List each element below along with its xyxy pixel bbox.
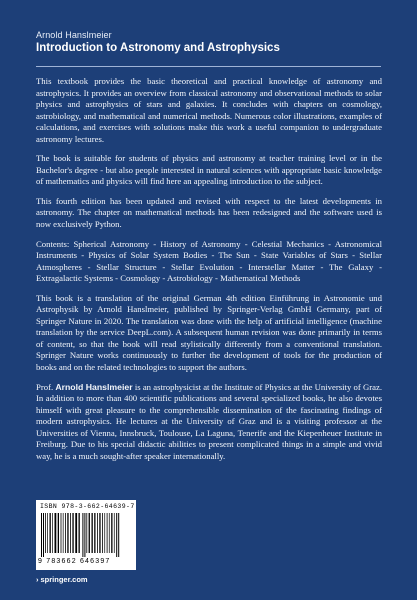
barcode-bar: [114, 513, 115, 553]
barcode-bar: [70, 513, 71, 553]
barcode-bar: [65, 513, 66, 553]
barcode-bar: [118, 513, 119, 557]
isbn-label: ISBN 978-3-662-64639-7: [40, 503, 135, 510]
barcode-bar: [94, 513, 95, 553]
barcode-bar: [79, 513, 80, 553]
barcode-bar: [104, 513, 105, 553]
barcode-bar: [97, 513, 98, 553]
title-divider: [36, 66, 381, 67]
publisher-url: springer.com: [40, 575, 88, 584]
barcode-bar: [43, 513, 44, 557]
contents-paragraph: Contents: Spherical Astronomy - History of Astronomy - Celestial Mechanics - Astronomical Instruments - Physics of Solar System Bodies - The Sun - State Variables of Stars - Stellar Atmospheres - Stellar Structure - Stellar Evolution - Interstellar Matter - The Galaxy - Extragalactic Systems - Cosmology - Astrobiology - Mathematical Methods: [36, 238, 382, 284]
barcode-bar: [55, 513, 57, 553]
publisher-link[interactable]: [36, 575, 88, 584]
barcode-bar: [61, 513, 62, 553]
barcode-bar: [63, 513, 64, 553]
author-bio: [36, 382, 382, 463]
barcode-digits: 9 783662 646397: [38, 558, 111, 565]
book-title: Introduction to Astronomy and Astrophysics: [36, 42, 280, 54]
barcode-bar: [102, 513, 103, 553]
back-cover-text: [36, 76, 382, 470]
barcode-bars: [40, 513, 132, 557]
barcode-bar: [58, 513, 59, 553]
barcode-bar: [109, 513, 110, 553]
barcode-bar: [41, 513, 42, 557]
barcode-bar: [72, 513, 73, 553]
barcode-bar: [86, 513, 87, 553]
bio-author-name: Arnold Hanslmeier: [55, 381, 133, 392]
barcode-bar: [107, 513, 108, 553]
bio-prefix: Prof.: [36, 381, 54, 392]
arrow-icon: ›: [36, 575, 39, 584]
bio-text: is an astrophysicist at the Institute of Physics at the University of Graz. In addition to more than 400 scientific publications and several specialized books, he also devotes himself with great pleasure to the comprehensible dissemination of the fascinating findings of modern astrophysics. He lectures at the University of Graz and is a visiting professor at the Universities of Vienna, Innsbruck, Toulouse, La Laguna, Tenerife and the Kiepenheuer Institute in Freiburg. Due to his special didactic abilities to present complicated things in a simple and vivid way, he is a much sought-after speaker internationally.: [36, 381, 382, 461]
author-name: Arnold Hanslmeier: [36, 30, 112, 40]
barcode-bar: [82, 513, 83, 557]
barcode-bar: [75, 513, 77, 553]
edition-paragraph: This fourth edition has been updated and revised with respect to the latest developments in astronomy. The chapter on mathematical methods has been redesigned and the software used is now exclusively Python.: [36, 195, 382, 230]
barcode-bar: [84, 513, 85, 557]
barcode-bar: [116, 513, 117, 557]
barcode-bar: [45, 513, 46, 553]
description-paragraph: This textbook provides the basic theoretical and practical knowledge of astronomy and astrophysics. It provides an overview from classical astronomy and observational methods to solar physics and astrophysics of stars and galaxies. It concludes with chapters on cosmology, astrobiology, and mathematical and numerical methods. Numerous color illustrations, examples of calculations, and exercises with solutions make this work a useful companion to undergraduate astronomy lectures.: [36, 76, 382, 144]
barcode-bar: [111, 513, 112, 553]
barcode-bar: [67, 513, 68, 553]
barcode-bar: [99, 513, 100, 553]
translation-paragraph: This book is a translation of the original German 4th edition Einführung in Astronomie und Astrophysik by Arnold Hanslmeier, published by Springer-Verlag GmbH Germany, part of Springer Nature in 2020. The translation was done with the help of artificial intelligence (machine translation by the service DeepL.com). A subsequent human revision was done primarily in terms of content, so that the book will read stylistically differently from a conventional translation. Springer Nature works continuously to further the development of tools for the production of books and on the related technologies to support the authors.: [36, 292, 382, 373]
barcode-bar: [50, 513, 51, 553]
audience-paragraph: The book is suitable for students of physics and astronomy at teacher training level or in the Bachelor's degree - but also people interested in natural sciences with appropriate basic knowledge of mathematics and physics will find here an appealing introduction to the subject.: [36, 153, 382, 187]
barcode-bar: [89, 513, 90, 553]
barcode-bar: [92, 513, 93, 553]
isbn-barcode: [36, 500, 136, 570]
barcode-bar: [52, 513, 53, 553]
barcode-bar: [47, 513, 48, 553]
